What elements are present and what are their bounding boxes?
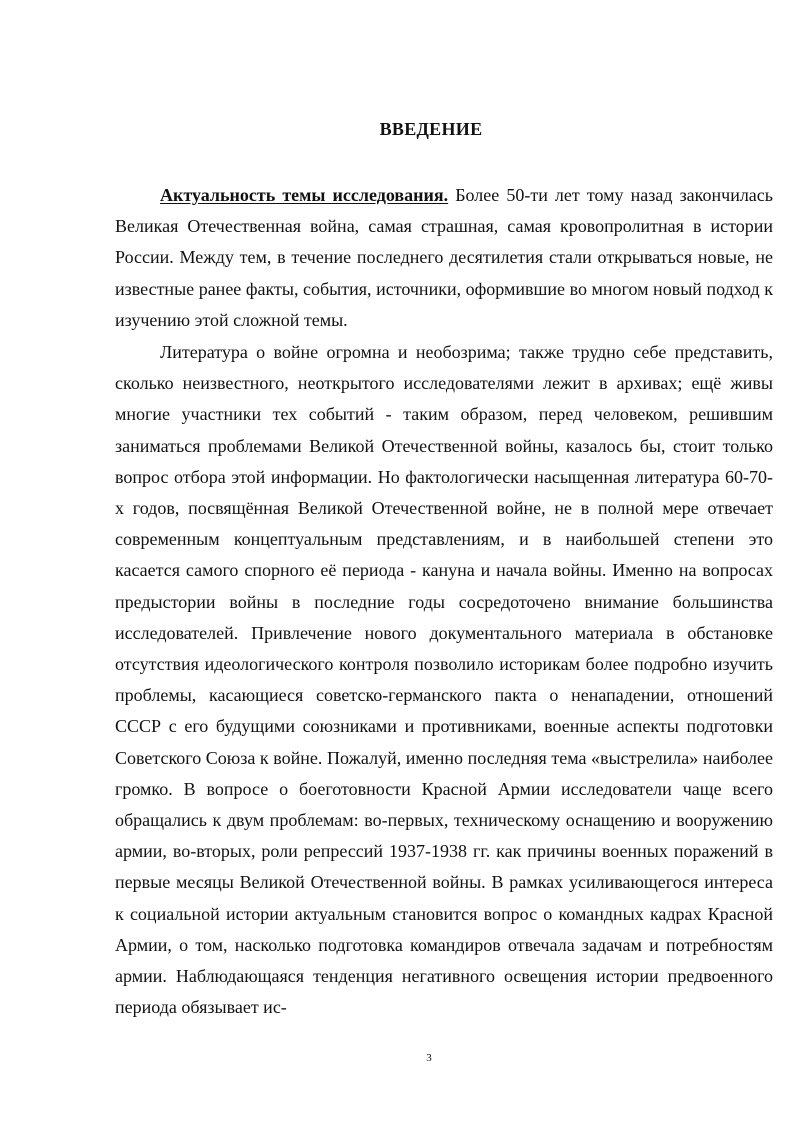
page-title: ВВЕДЕНИЕ: [379, 119, 483, 139]
paragraph-literature: [115, 337, 773, 1023]
body-text: [115, 180, 773, 1024]
paragraph-text: Более 50-ти лет тому назад закончилась Великая Отечественная война, самая страшная, самая кровопролитная в истории России. Между тем, в течение последнего десятилетия стали открываться новые, не известные ранее факты, события, источники, оформившие во многом новый подход к изучению этой сложной темы.: [115, 185, 773, 330]
paragraph-text: Литература о войне огромна и необозрима; также трудно себе представить, сколько неизвестного, неоткрытого исследователями лежит в архивах; ещё живы многие участники тех событий - таким образом, перед человеком, решившим заниматься проблемами Великой Отечественной войны, казалось бы, стоит только вопрос отбора этой информации. Но фактологически насыщенная литература 60-70-х годов, посвящённая Великой Отечественной войне, не в полной мере отвечает современным концептуальным представлениям, и в наибольшей степени это касается самого спорного её периода - кануна и начала войны. Именно на вопросах предыстории войны в последние годы сосредоточено внимание большинства исследователей. Привлечение нового документального материала в обстановке отсутствия идеологического контроля позволило историкам более подробно изучить проблемы, касающиеся советско-германского пакта о ненападении, отношений СССР с его будущими союзниками и противниками, военные аспекты подготовки Советского Союза к войне. Пожалуй, именно последняя тема «выстрелила» наиболее громко. В вопросе о боеготовности Красной Армии исследователи чаще всего обращались к двум проблемам: во-первых, техническому оснащению и вооружению армии, во-вторых, роли репрессий 1937-1938 гг. как причины военных поражений в первые месяцы Великой Отечественной войны. В рамках усиливающегося интереса к социальной истории актуальным становится вопрос о командных кадрах Красной Армии, о том, насколько подготовка командиров отвечала задачам и потребностям армии. Наблюдающаяся тенденция негативного освещения истории предвоенного периода обязывает ис-: [115, 342, 773, 1018]
page-number: 3: [426, 1052, 432, 1064]
paragraph-lead: Актуальность темы исследования.: [160, 185, 449, 205]
paragraph-relevance: [115, 180, 773, 336]
